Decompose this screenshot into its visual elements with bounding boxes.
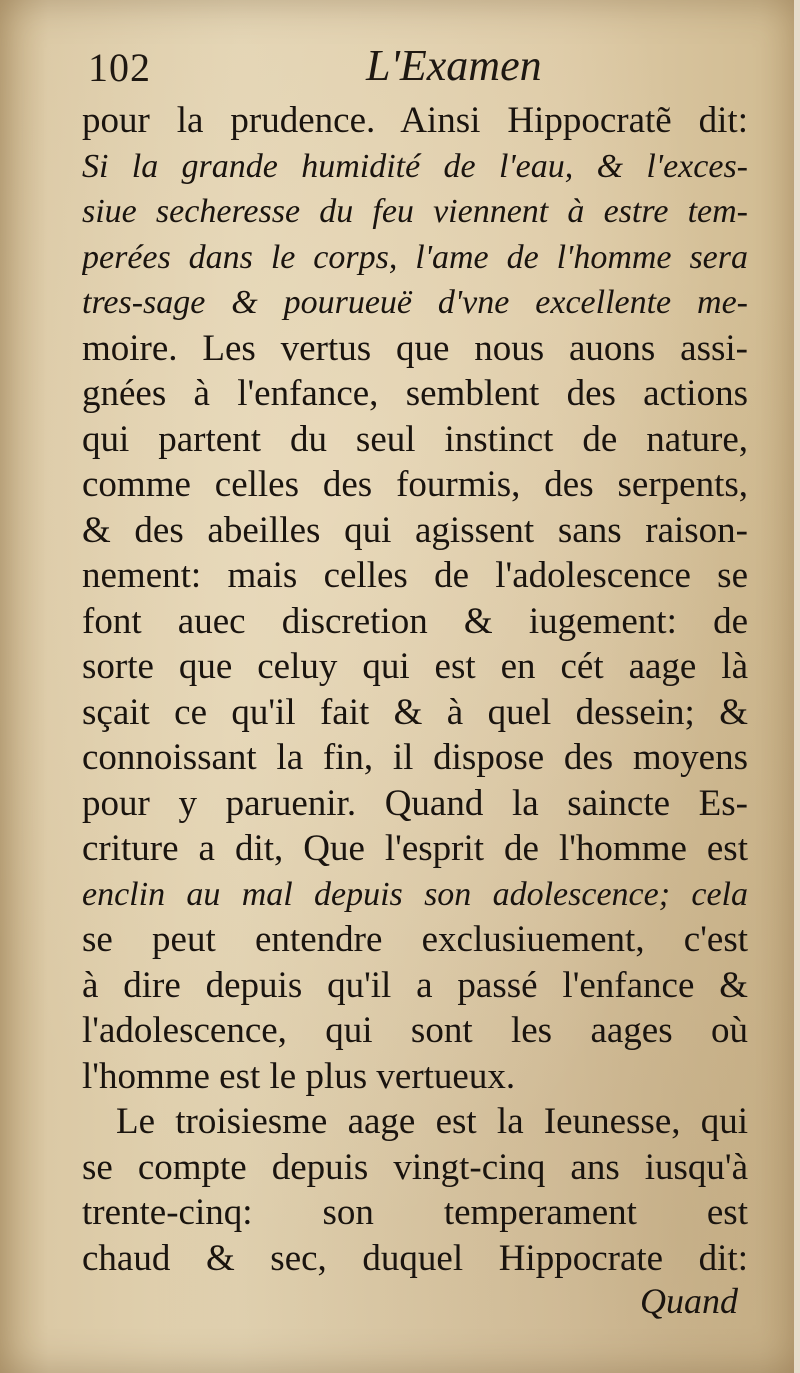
running-head: L'Examen bbox=[366, 41, 542, 90]
text-line: pour la prudence. Ainsi Hippocratẽ dit: bbox=[82, 100, 748, 141]
page-number: 102 bbox=[88, 45, 151, 90]
text-line: l'homme est le plus vertueux. bbox=[82, 1055, 516, 1097]
text-line: perées dans le corps, l'ame de l'homme sera bbox=[82, 238, 748, 276]
text-line: comme celles des fourmis, des serpents, bbox=[82, 464, 748, 505]
text-line: trente-cinq: son temperament est bbox=[82, 1192, 748, 1233]
text-line: connoissant la fin, il dispose des moyens bbox=[82, 737, 748, 778]
page-header bbox=[88, 40, 728, 96]
text-line: siue secheresse du feu viennent à estre tem- bbox=[82, 193, 748, 230]
text-line: sorte que celuy qui est en cét aage là bbox=[82, 646, 748, 687]
text-line: chaud & sec, duquel Hippocrate dit: bbox=[82, 1237, 748, 1279]
text-line: enclin au mal depuis son adolescence; cela bbox=[82, 875, 748, 913]
paragraph-first-line: Le troisiesme aage est la Ieunesse, qui bbox=[116, 1101, 748, 1142]
text-line: gnées à l'enfance, semblent des actions bbox=[82, 373, 748, 414]
text-line: font auec discretion & iugement: de bbox=[82, 600, 748, 642]
text-line: à dire depuis qu'il a passé l'enfance & bbox=[82, 964, 748, 1006]
text-line: Si la grande humidité de l'eau, & l'exces- bbox=[82, 147, 748, 185]
text-line: nement: mais celles de l'adolescence se bbox=[82, 555, 748, 596]
scan-edge bbox=[794, 0, 800, 1373]
text-line: & des abeilles qui agissent sans raison- bbox=[82, 509, 748, 551]
text-line: criture a dit, Que l'esprit de l'homme est bbox=[82, 828, 748, 869]
text-line: moire. Les vertus que nous auons assi- bbox=[82, 327, 748, 369]
text-line: pour y paruenir. Quand la saincte Es- bbox=[82, 782, 748, 824]
page-footer bbox=[82, 1280, 748, 1330]
text-line: qui partent du seul instinct de nature, bbox=[82, 418, 748, 460]
body-text bbox=[82, 98, 748, 1281]
catchword: Quand bbox=[640, 1281, 738, 1321]
text-line: se compte depuis vingt-cinq ans iusqu'à bbox=[82, 1146, 748, 1188]
text-line: sçait ce qu'il fait & à quel dessein; & bbox=[82, 691, 748, 733]
text-line: l'adolescence, qui sont les aages où bbox=[82, 1010, 748, 1051]
text-line: tres-sage & pourueuë d'vne excellente me- bbox=[82, 284, 748, 321]
text-line: se peut entendre exclusiuement, c'est bbox=[82, 919, 748, 960]
